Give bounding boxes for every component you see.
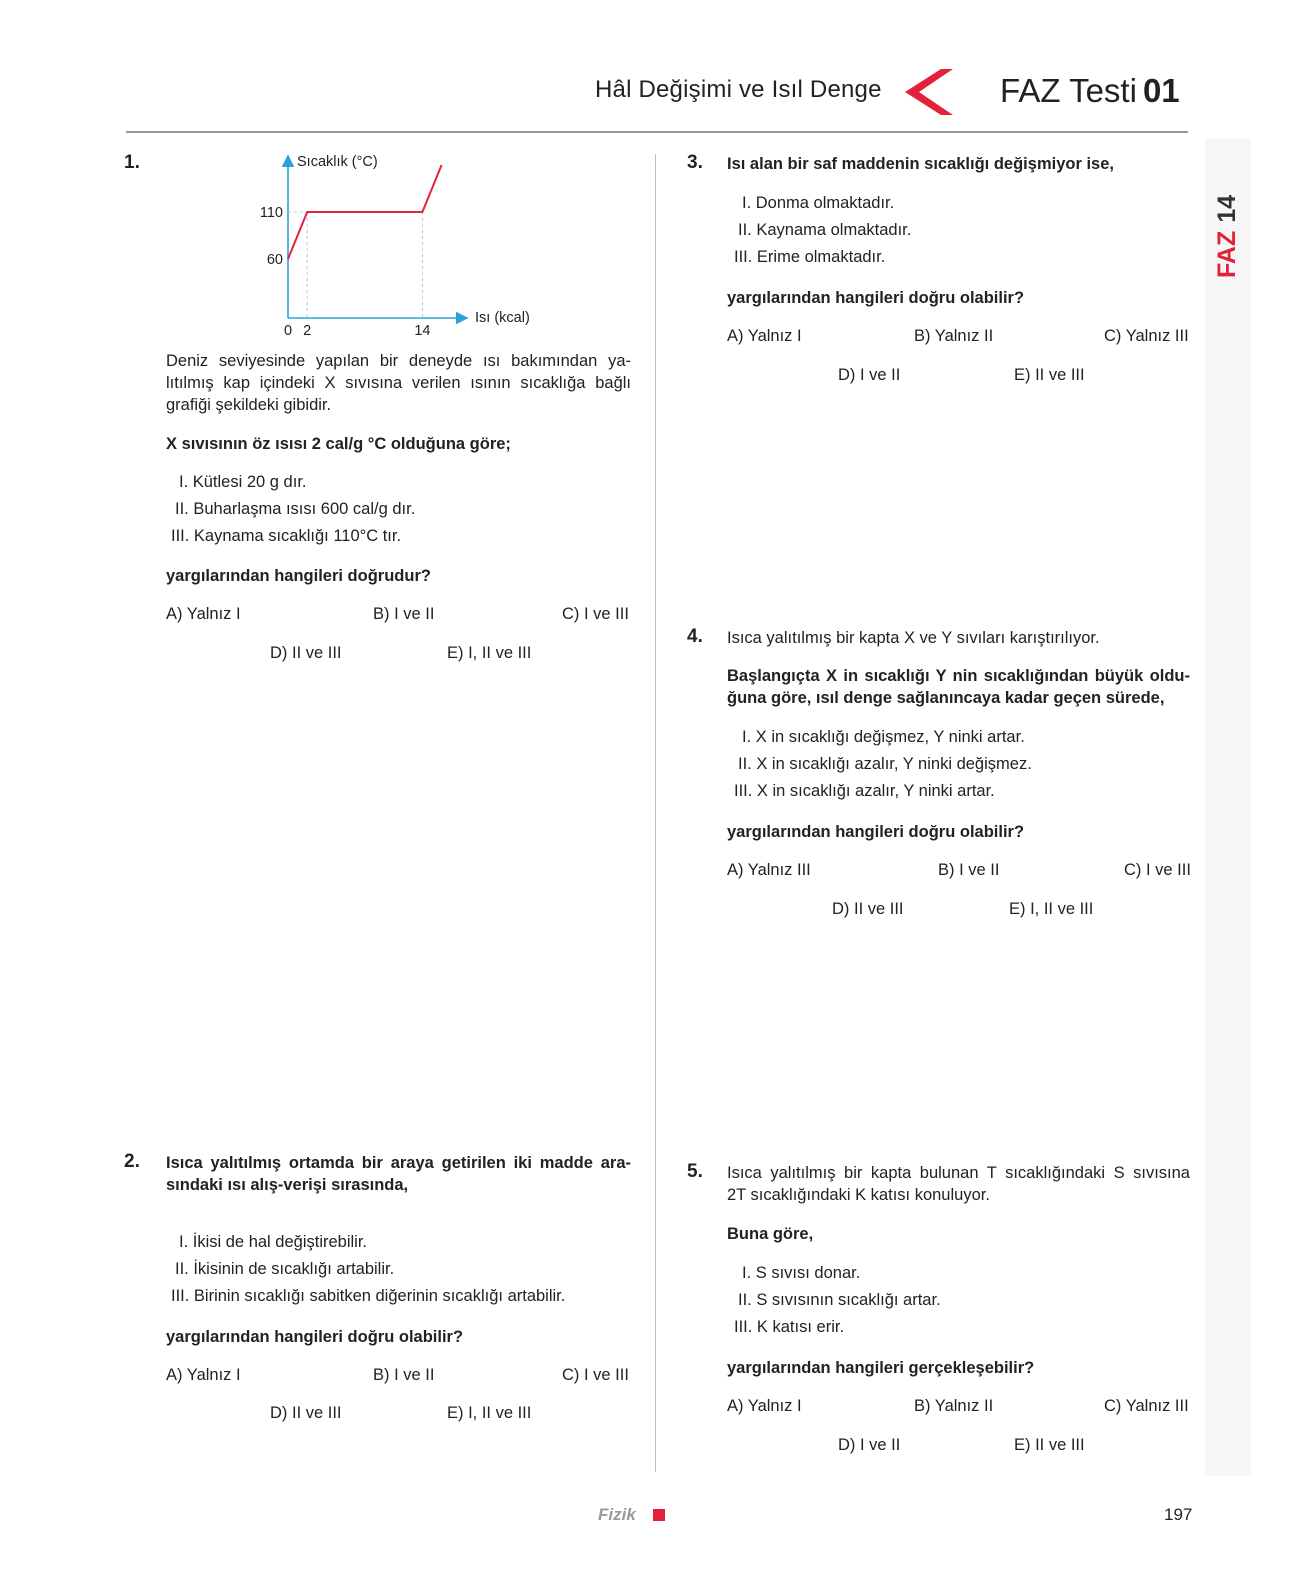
statement: III. K katısı erir. bbox=[734, 1318, 845, 1336]
stem-line: Deniz seviyesinde yapılan bir deneyde ısı bakımından ya- bbox=[166, 352, 631, 370]
question-stem bbox=[166, 1152, 631, 1196]
option-e[interactable]: E) II ve III bbox=[1014, 1436, 1085, 1454]
side-tab-label bbox=[1213, 194, 1243, 278]
option-d[interactable]: D) II ve III bbox=[270, 644, 342, 662]
statement: II. İkisinin de sıcaklığı artabilir. bbox=[175, 1260, 395, 1278]
test-label: FAZ Testi bbox=[1000, 72, 1137, 109]
test-title bbox=[1000, 72, 1180, 110]
stem-line: 2T sıcaklığındaki K katısı konuluyor. bbox=[727, 1186, 990, 1204]
statement: III. Kaynama sıcaklığı 110°C tır. bbox=[171, 527, 402, 545]
x-tick-label: 0 bbox=[283, 323, 293, 339]
question-prompt: Buna göre, bbox=[727, 1225, 814, 1243]
question-stem bbox=[166, 350, 631, 416]
option-b[interactable]: B) I ve II bbox=[938, 861, 1000, 879]
question-number: 1. bbox=[124, 152, 140, 173]
option-a[interactable]: A) Yalnız I bbox=[727, 327, 802, 345]
stem-line: Isıca yalıtılmış bir kapta bulunan T sıcaklığındaki S sıvısına bbox=[727, 1164, 1190, 1182]
question-text: yargılarından hangileri doğru olabilir? bbox=[727, 823, 1025, 841]
y-tick-label: 60 bbox=[266, 252, 283, 268]
x-tick-label: 14 bbox=[414, 323, 431, 339]
topic-title: Hâl Değişimi ve Isıl Denge bbox=[595, 76, 882, 103]
chevron-left-icon bbox=[905, 69, 953, 115]
statement: I. X in sıcaklığı değişmez, Y ninki artar. bbox=[742, 728, 1025, 746]
option-e[interactable]: E) I, II ve III bbox=[447, 1404, 532, 1422]
option-e[interactable]: E) I, II ve III bbox=[1009, 900, 1094, 918]
stem-line: Isıca yalıtılmış ortamda bir araya getirilen iki madde ara- bbox=[166, 1154, 631, 1172]
statement: II. S sıvısının sıcaklığı artar. bbox=[738, 1291, 941, 1309]
option-b[interactable]: B) I ve II bbox=[373, 605, 435, 623]
stem-line: sındaki ısı alış-verişi sırasında, bbox=[166, 1176, 409, 1194]
statement: III. Birinin sıcaklığı sabitken diğerinin sıcaklığı artabilir. bbox=[171, 1287, 566, 1305]
x-tick-label: 2 bbox=[303, 323, 312, 339]
question-stem bbox=[727, 1162, 1190, 1206]
option-e[interactable]: E) I, II ve III bbox=[447, 644, 532, 662]
prompt-line: ğuna göre, ısıl denge sağlanıncaya kadar geçen sürede, bbox=[727, 689, 1165, 707]
question-number: 5. bbox=[687, 1161, 703, 1182]
question-stem: Isıca yalıtılmış bir kapta X ve Y sıvıları karıştırılıyor. bbox=[727, 629, 1100, 647]
page-number: 197 bbox=[1164, 1505, 1193, 1524]
statement: II. X in sıcaklığı azalır, Y ninki değişmez. bbox=[738, 755, 1032, 773]
statement: II. Buharlaşma ısısı 600 cal/g dır. bbox=[175, 500, 416, 518]
option-c[interactable]: C) Yalnız III bbox=[1104, 1397, 1189, 1415]
option-d[interactable]: D) I ve II bbox=[838, 1436, 901, 1454]
option-c[interactable]: C) I ve III bbox=[1124, 861, 1191, 879]
option-a[interactable]: A) Yalnız I bbox=[166, 1366, 241, 1384]
y-tick-label: 110 bbox=[259, 205, 283, 221]
question-text: yargılarından hangileri doğru olabilir? bbox=[727, 289, 1025, 307]
prompt-line: Başlangıçta X in sıcaklığı Y nin sıcaklığından büyük oldu- bbox=[727, 667, 1190, 685]
option-b[interactable]: B) Yalnız II bbox=[914, 327, 994, 345]
x-axis-label: Isı (kcal) bbox=[475, 310, 530, 326]
footer-square-icon bbox=[653, 1509, 665, 1521]
temperature-series-line bbox=[288, 165, 442, 259]
side-tab-number: 14 bbox=[1213, 194, 1241, 223]
option-e[interactable]: E) II ve III bbox=[1014, 366, 1085, 384]
y-axis-label: Sıcaklık (°C) bbox=[297, 154, 378, 170]
statement: I. S sıvısı donar. bbox=[742, 1264, 861, 1282]
option-c[interactable]: C) I ve III bbox=[562, 605, 629, 623]
test-number: 01 bbox=[1142, 72, 1180, 109]
statement: I. Donma olmaktadır. bbox=[742, 194, 895, 212]
question-prompt: X sıvısının öz ısısı 2 cal/g °C olduğuna göre; bbox=[166, 435, 511, 453]
option-d[interactable]: D) II ve III bbox=[832, 900, 904, 918]
question-number: 4. bbox=[687, 626, 703, 647]
question-number: 3. bbox=[687, 152, 703, 173]
question-text: yargılarından hangileri doğru olabilir? bbox=[166, 1328, 464, 1346]
side-tab bbox=[1205, 138, 1251, 1476]
heat-temperature-chart bbox=[255, 148, 555, 344]
stem-line: lıtılmış kap içindeki X sıvısına verilen ısının sıcaklığa bağlı bbox=[166, 374, 631, 392]
statement: III. X in sıcaklığı azalır, Y ninki artar. bbox=[734, 782, 995, 800]
option-d[interactable]: D) I ve II bbox=[838, 366, 901, 384]
column-divider bbox=[655, 154, 656, 1472]
question-number: 2. bbox=[124, 1151, 140, 1172]
stem-line: grafiği şekildeki gibidir. bbox=[166, 396, 332, 414]
question-prompt bbox=[727, 665, 1190, 709]
footer-subject: Fizik bbox=[598, 1505, 636, 1524]
option-d[interactable]: D) II ve III bbox=[270, 1404, 342, 1422]
option-a[interactable]: A) Yalnız I bbox=[727, 1397, 802, 1415]
option-c[interactable]: C) Yalnız III bbox=[1104, 327, 1189, 345]
side-tab-brand: FAZ bbox=[1213, 230, 1241, 278]
question-text: yargılarından hangileri gerçekleşebilir? bbox=[727, 1359, 1035, 1377]
statement: II. Kaynama olmaktadır. bbox=[738, 221, 912, 239]
statement: I. İkisi de hal değiştirebilir. bbox=[179, 1233, 368, 1251]
option-c[interactable]: C) I ve III bbox=[562, 1366, 629, 1384]
statement: III. Erime olmaktadır. bbox=[734, 248, 886, 266]
option-b[interactable]: B) Yalnız II bbox=[914, 1397, 994, 1415]
question-text: yargılarından hangileri doğrudur? bbox=[166, 567, 431, 585]
question-stem: Isı alan bir saf maddenin sıcaklığı değişmiyor ise, bbox=[727, 155, 1114, 173]
statement: I. Kütlesi 20 g dır. bbox=[179, 473, 307, 491]
header-divider bbox=[126, 131, 1188, 133]
option-a[interactable]: A) Yalnız I bbox=[166, 605, 241, 623]
option-b[interactable]: B) I ve II bbox=[373, 1366, 435, 1384]
option-a[interactable]: A) Yalnız III bbox=[727, 861, 811, 879]
